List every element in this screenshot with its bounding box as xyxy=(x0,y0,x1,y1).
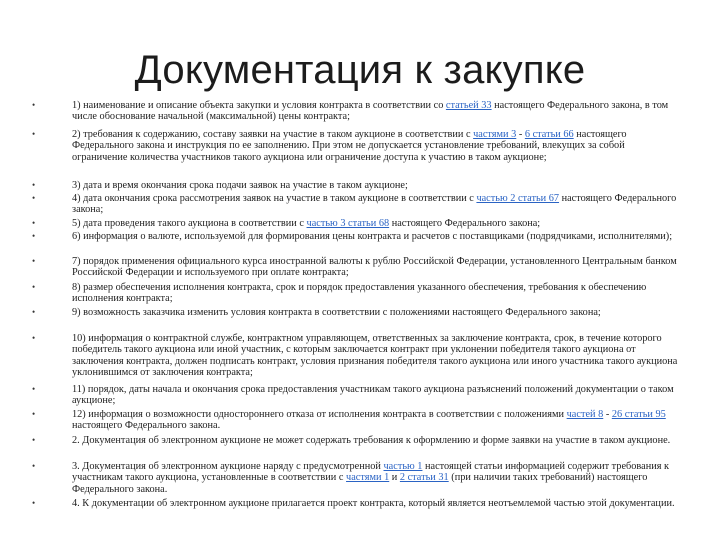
item-text: 5) дата проведения такого аукциона в соответствии с xyxy=(72,218,307,229)
list-item xyxy=(72,333,682,379)
item-text: настоящего Федерального закона; xyxy=(72,193,677,216)
item-text: 4) дата окончания срока рассмотрения заявок на участие в таком аукционе в соответствии с xyxy=(72,193,477,204)
list-item xyxy=(72,282,682,305)
law-reference-link[interactable]: 26 статьи 95 xyxy=(611,409,666,420)
list-item xyxy=(72,256,682,279)
list-item xyxy=(72,218,682,229)
item-text: 10) информация о контрактной службе, контрактном управляющем, ответственных за заключение контракта, срок, в течение которого победитель такого аукциона или иной участник, с которым заключается контракт при уклонении победителя такого аукциона от заключения контракта, должен подписать контракт, условия признания победителя такого аукциона или иного участника такого аукциона уклонившимся от заключения контракта; xyxy=(72,333,678,379)
list-item xyxy=(72,384,682,407)
list-item xyxy=(72,180,682,191)
slide-title: Документация к закупке xyxy=(134,48,586,92)
law-reference-link[interactable]: частями 3 xyxy=(473,129,517,140)
item-text: - xyxy=(603,409,612,420)
law-reference-link[interactable]: 2 статьи 31 xyxy=(399,472,449,484)
law-reference-link[interactable]: 6 статьи 66 xyxy=(524,129,574,140)
list-item xyxy=(72,307,682,318)
item-text: и xyxy=(389,472,400,484)
law-reference-link[interactable]: частью 1 xyxy=(383,461,423,472)
item-text: настоящей статьи информацией содержит требования к участникам такого аукциона, установленные в соответствии с xyxy=(72,461,670,484)
law-reference-link[interactable]: частями 1 xyxy=(346,472,390,484)
item-text: 4. К документации об электронном аукционе прилагается проект контракта, который является неотъемлемой частью этой документации. xyxy=(72,498,675,509)
item-text: настоящего Федерального закона; xyxy=(389,218,541,229)
list-item xyxy=(72,193,682,216)
item-text: 9) возможность заказчика изменить условия контракта в соответствии с положениями настоящего Федерального закона; xyxy=(72,307,601,318)
law-reference-link[interactable]: частью 3 статьи 68 xyxy=(306,218,390,229)
law-reference-link[interactable]: частей 8 xyxy=(566,409,604,420)
item-text: настоящего Федерального закона и инструкция по ее заполнению. При этом не допускается установление требований, влекущих за собой ограничение количества участников такого аукциона или ограничение доступа к участию в таком аукционе; xyxy=(72,129,627,163)
item-text: 3) дата и время окончания срока подачи заявок на участие в таком аукционе; xyxy=(72,180,408,191)
item-text: настоящего Федерального закона, в том числе обоснование начальной (максимальной) цены контракта; xyxy=(72,100,669,123)
law-reference-link[interactable]: статьей 33 xyxy=(445,100,492,111)
list-item xyxy=(72,409,682,432)
item-text: - xyxy=(516,129,525,140)
item-text: (при наличии таких требований) настоящего Федерального закона. xyxy=(72,472,648,495)
list-item xyxy=(72,100,682,123)
item-text: 12) информация о возможности одностороннего отказа от исполнения контракта в соответствии с положениями xyxy=(72,409,567,420)
list-item xyxy=(72,129,682,163)
list-item xyxy=(72,498,682,509)
item-text: 1) наименование и описание объекта закупки и условия контракта в соответствии со xyxy=(72,100,446,111)
list-item xyxy=(72,461,682,495)
list-item xyxy=(72,435,682,446)
item-text: 7) порядок применения официального курса иностранной валюты к рублю Российской Федерации, установленного Центральным банком Российской Федерации и используемого при оплате контракта; xyxy=(72,256,677,279)
item-text: 2) требования к содержанию, составу заявки на участие в таком аукционе в соответствии с xyxy=(72,129,474,140)
list-item xyxy=(72,231,682,242)
item-text: 8) размер обеспечения исполнения контракта, срок и порядок предоставления указанного обеспечения, требования к обеспечению исполнения контракта; xyxy=(72,282,647,305)
law-reference-link[interactable]: частью 2 статьи 67 xyxy=(476,193,560,204)
item-text: 6) информация о валюте, используемой для формирования цены контракта и расчетов с поставщиками (подрядчиками, исполнителями); xyxy=(72,231,673,242)
item-text: 11) порядок, даты начала и окончания срока предоставления участникам такого аукциона разъяснений положений документации о таком аукционе; xyxy=(72,384,674,407)
item-text: 2. Документация об электронном аукционе не может содержать требования к оформлению и форме заявки на участие в таком аукционе. xyxy=(72,435,671,446)
item-text: 3. Документация об электронном аукционе наряду с предусмотренной xyxy=(72,461,384,472)
item-text: настоящего Федерального закона. xyxy=(72,420,221,432)
